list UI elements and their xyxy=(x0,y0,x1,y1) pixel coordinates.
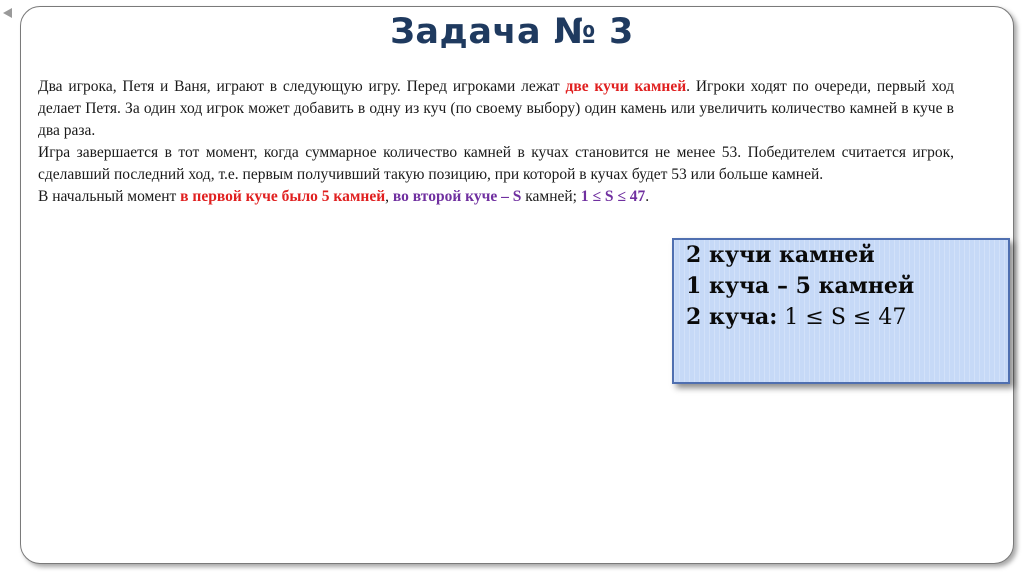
problem-statement xyxy=(38,76,954,208)
paragraph-1 xyxy=(38,76,954,142)
summary-box xyxy=(672,238,1010,384)
p3-middle: камней; xyxy=(521,188,581,205)
p3-end: . xyxy=(645,188,650,205)
paragraph-3 xyxy=(38,186,954,208)
slide-title: Задача № 3 xyxy=(390,12,634,52)
summary-two-piles: 2 кучи камней xyxy=(686,242,875,268)
p3-first-pile-highlight: в первой куче было 5 камней xyxy=(180,188,386,205)
summary-second-pile-label: 2 куча: xyxy=(686,304,778,330)
summary-second-pile-range: 1 ≤ S ≤ 47 xyxy=(777,305,907,330)
paragraph-2: Игра завершается в тот момент, когда суммарное количество камней в кучах становится не менее 53. Победителем считается игрок, сделавший последний ход, т.е. первым получивший такую позицию, при которой в кучах будет 53 или больше камней. xyxy=(38,144,954,183)
summary-line-2 xyxy=(686,271,1008,302)
p3-range-highlight: 1 ≤ S ≤ 47 xyxy=(580,188,646,205)
p1-text-before: Два игрока, Петя и Ваня, играют в следующую игру. Перед игроками лежат xyxy=(38,78,566,95)
summary-line-1 xyxy=(686,240,1008,271)
p3-comma: , xyxy=(385,188,393,205)
p3-text-before: В начальный момент xyxy=(38,188,181,205)
summary-line-3 xyxy=(686,302,1008,333)
p1-highlight-two-piles: две кучи камней xyxy=(565,78,687,95)
p3-second-pile-highlight: во второй куче – S xyxy=(392,188,522,205)
p1-text-after: . Игроки ходят по очереди, первый ход делает Петя. За один ход игрок может добавить в одну из куч (по своему выбору) один камень или увеличить количество камней в куче в два раза. xyxy=(38,78,954,139)
summary-first-pile: 1 куча – 5 камней xyxy=(686,273,915,299)
